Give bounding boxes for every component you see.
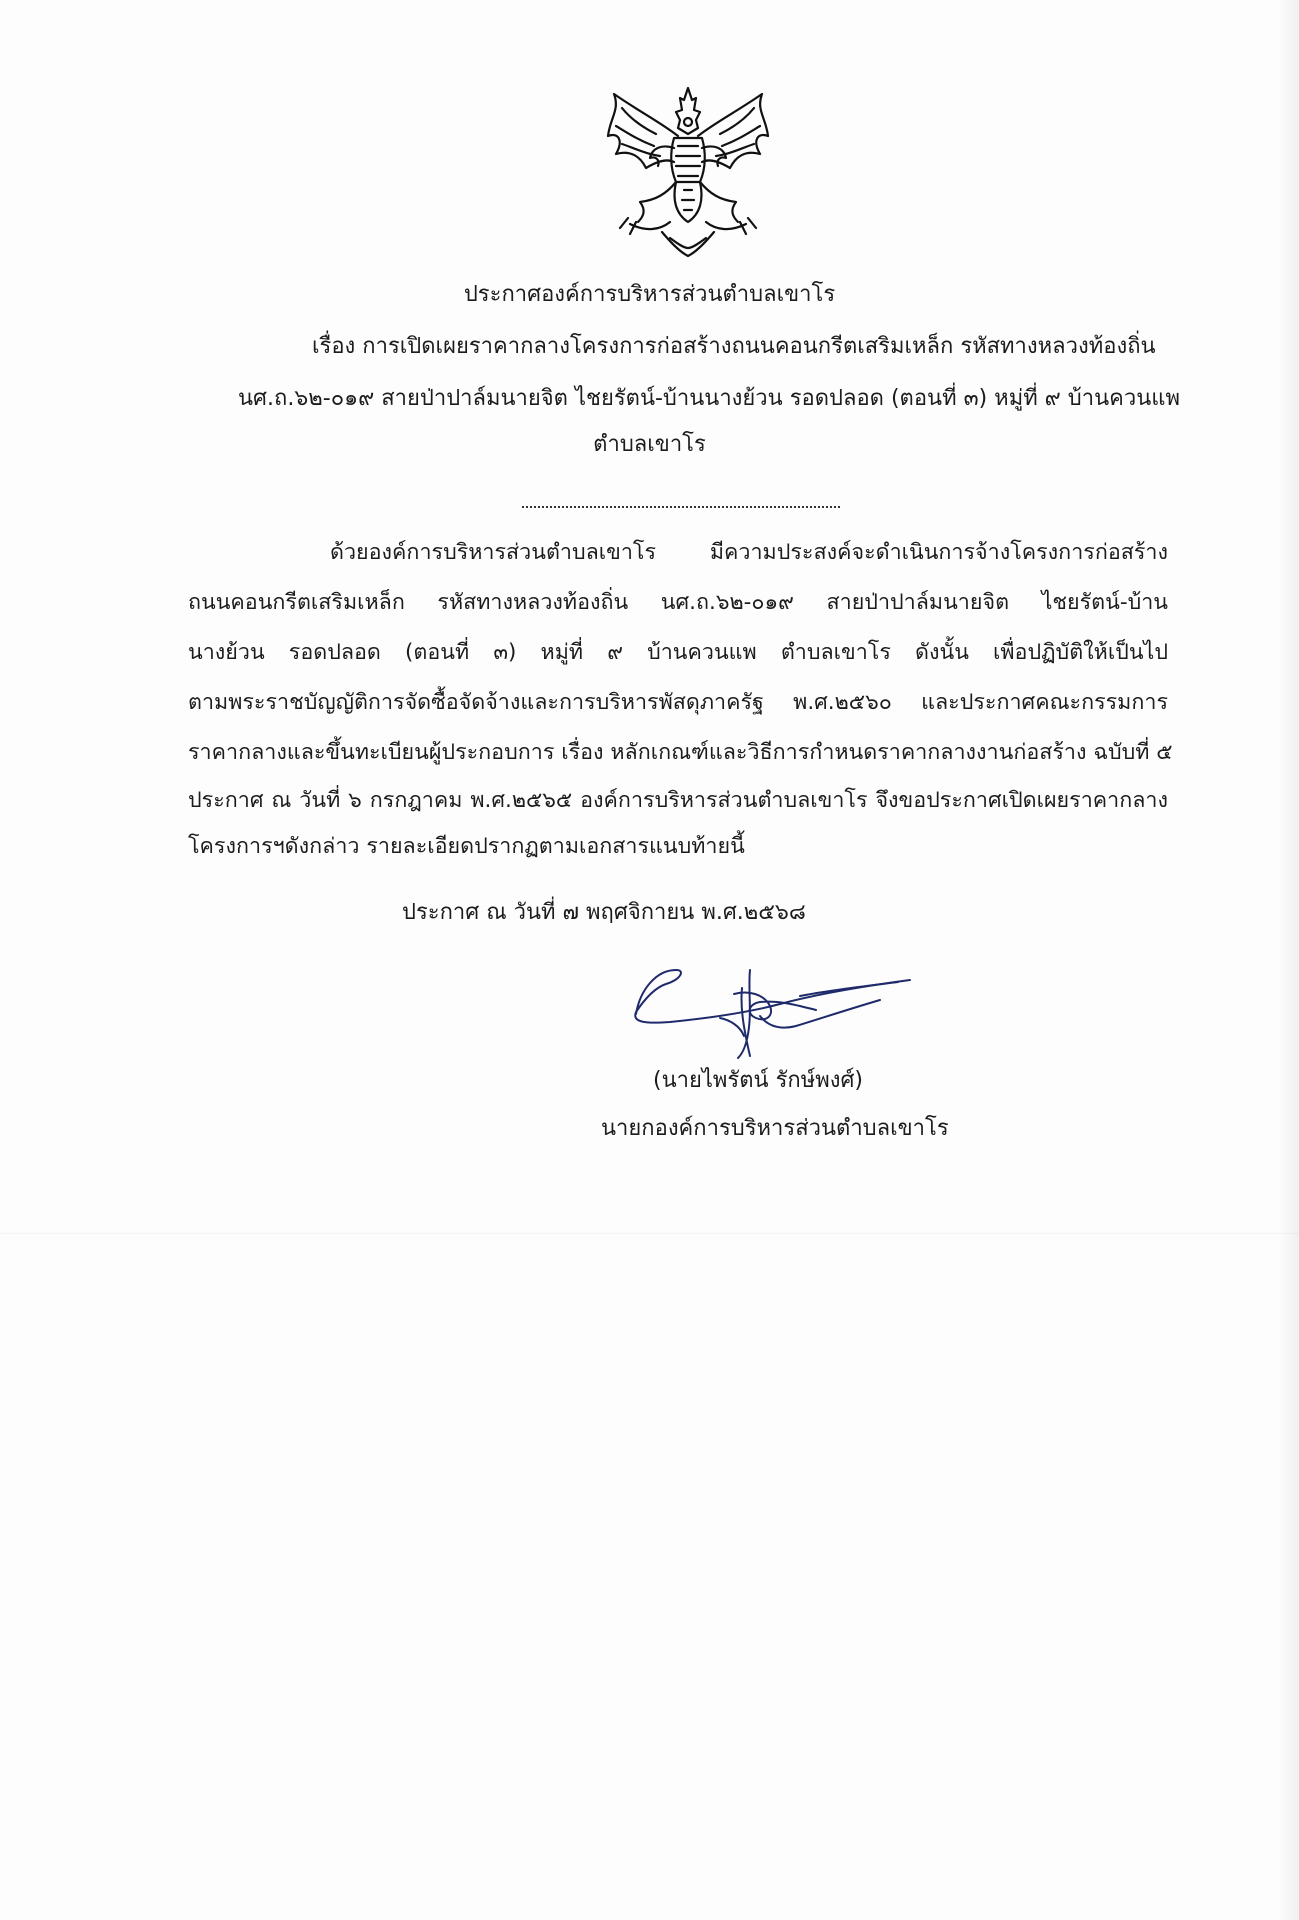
subject-line-2: นศ.ถ.๖๒-๐๑๙ สายป่าปาล์มนายจิต ไชยรัตน์-บ้านนางย้วน รอดปลอด (ตอนที่ ๓) หมู่ที่ ๙ บ้านควนแพ (238, 386, 1180, 411)
body-line: ราคากลางและขึ้นทะเบียนผู้ประกอบการ เรื่อง หลักเกณฑ์และวิธีการกำหนดราคากลางงานก่อสร้าง ฉบับที่ ๕ (188, 740, 1173, 765)
body-line: ประกาศ ณ วันที่ ๖ กรกฎาคม พ.ศ.๒๕๖๕ องค์การบริหารส่วนตำบลเขาโร จึงขอประกาศเปิดเผยราคากลาง (188, 788, 1168, 813)
body-line: นางย้วน รอดปลอด (ตอนที่ ๓) หมู่ที่ ๙ บ้านควนแพ ตำบลเขาโร ดังนั้น เพื่อปฏิบัติให้เป็นไป (188, 640, 1168, 665)
announcement-date: ประกาศ ณ วันที่ ๗ พฤศจิกายน พ.ศ.๒๕๖๘ (402, 900, 806, 925)
signer-position: นายกองค์การบริหารส่วนตำบลเขาโร (601, 1116, 949, 1141)
body-line: ตามพระราชบัญญัติการจัดซื้อจัดจ้างและการบริหารพัสดุภาครัฐ พ.ศ.๒๕๖๐ และประกาศคณะกรรมการ (188, 690, 1168, 715)
garuda-emblem-icon (600, 82, 776, 260)
signer-name: (นายไพรัตน์ รักษ์พงศ์) (653, 1068, 863, 1093)
body-line: ถนนคอนกรีตเสริมเหล็ก รหัสทางหลวงท้องถิ่น นศ.ถ.๖๒-๐๑๙ สายป่าปาล์มนายจิต ไชยรัตน์-บ้าน (188, 590, 1168, 615)
body-line: ด้วยองค์การบริหารส่วนตำบลเขาโร มีความประสงค์จะดำเนินการจ้างโครงการก่อสร้าง (330, 540, 1168, 565)
paper-fold-crease (0, 1232, 1299, 1235)
body-line: โครงการฯดังกล่าว รายละเอียดปรากฏตามเอกสารแนบท้ายนี้ (188, 834, 745, 859)
dotted-separator (522, 506, 840, 508)
subject-line-3: ตำบลเขาโร (593, 432, 706, 457)
handwritten-signature (630, 960, 920, 1070)
announcement-title: ประกาศองค์การบริหารส่วนตำบลเขาโร (463, 282, 836, 307)
subject-line-1: เรื่อง การเปิดเผยราคากลางโครงการก่อสร้างถนนคอนกรีตเสริมเหล็ก รหัสทางหลวงท้องถิ่น (312, 334, 1156, 359)
